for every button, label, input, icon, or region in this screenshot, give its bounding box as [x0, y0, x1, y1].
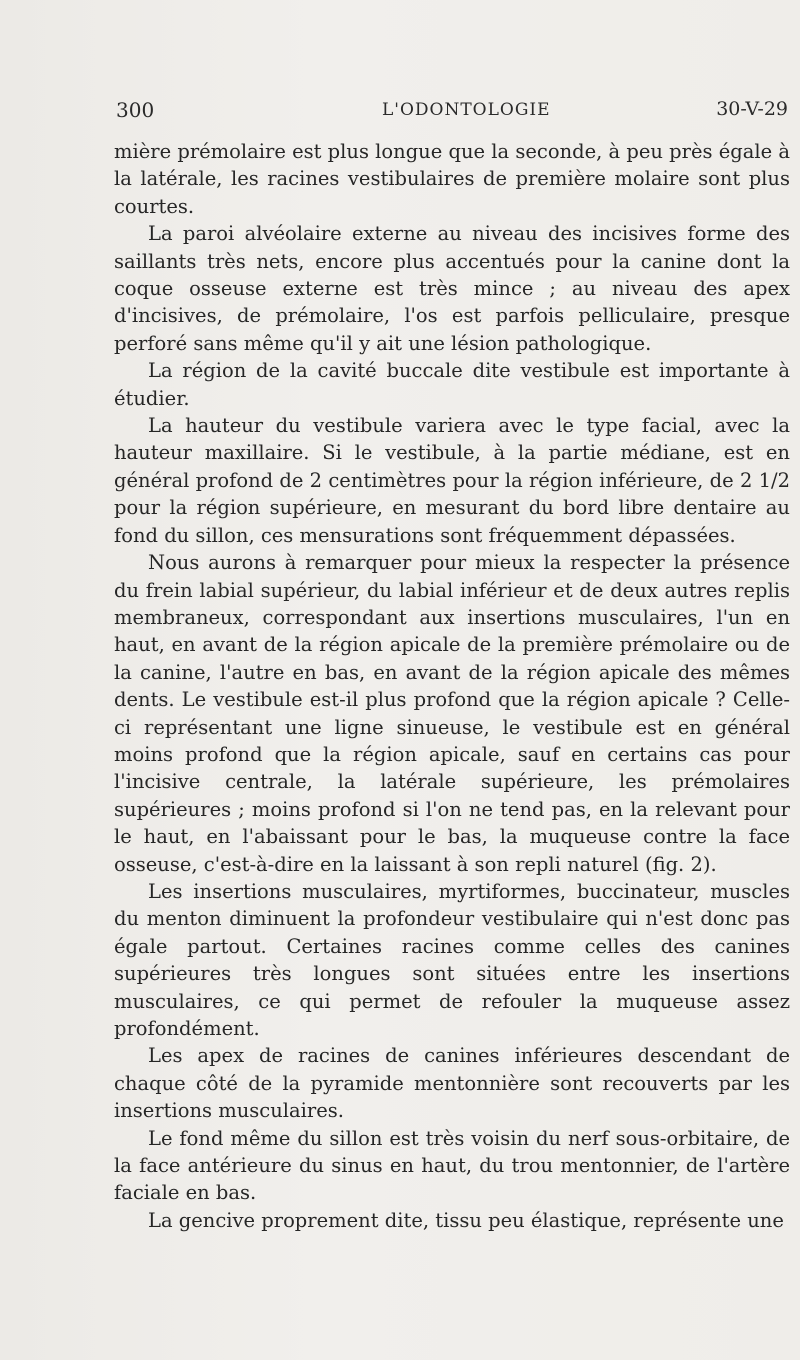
journal-title: L'ODONTOLOGIE [382, 100, 551, 120]
paragraph: Les apex de racines de canines inférieures descendant de chaque côté de la pyramide mentonnière sont recouverts par les insertions musculaires. [114, 1044, 790, 1123]
paragraph: La hauteur du vestibule variera avec le type facial, avec la hauteur maxillaire. Si le vestibule, à la partie médiane, est en général profond de 2 centimètres pour la région inférieure, de 2 1/2 pour la région supérieure, en mesurant du bord libre dentaire au fond du sillon, ces mensurations sont fréquemment dépassées. [114, 414, 790, 547]
paragraph: La région de la cavité buccale dite vestibule est importante à étudier. [114, 359, 790, 410]
page-number: 300 [116, 98, 155, 122]
issue-date: 30-V-29 [716, 98, 788, 120]
paragraph: La paroi alvéolaire externe au niveau des incisives forme des saillants très nets, encore plus accentués pour la canine dont la coque osseuse externe est très mince ; au niveau des apex d'incisives, de prémolaire, l'os est parfois pelliculaire, presque perforé sans même qu'il y ait une lésion pathologique. [114, 222, 790, 355]
paragraph: La gencive proprement dite, tissu peu élastique, représente une [148, 1208, 784, 1232]
paragraph: Nous aurons à remarquer pour mieux la respecter la présence du frein labial supérieur, du labial inférieur et de deux autres replis membraneux, correspondant aux insertions musculaires, l'un en haut, en avant de la région apicale de la première prémolaire ou de la canine, l'autre en bas, en avant de la région apicale des mêmes dents. Le vestibule est-il plus profond que la région apicale ? Celle-ci représentant une ligne sinueuse, le vestibule est en général moins profond que la région apicale, sauf en certains cas pour l'incisive centrale, la latérale supérieure, les prémolaires supérieures ; moins profond si l'on ne tend pas, en la relevant pour le haut, en l'abaissant pour le bas, la muqueuse contre la face osseuse, c'est-à-dire en la laissant à son repli naturel (fig. 2). [114, 551, 790, 876]
paragraph: Le fond même du sillon est très voisin du nerf sous-orbitaire, de la face antérieure du sinus en haut, du trou mentonnier, de l'artère faciale en bas. [114, 1126, 790, 1205]
article-body [114, 138, 790, 1234]
paragraph: mière prémolaire est plus longue que la seconde, à peu près égale à la latérale, les racines vestibulaires de première molaire sont plus courtes. [114, 140, 790, 218]
running-header [112, 98, 788, 128]
paragraph: Les insertions musculaires, myrtiformes, buccinateur, muscles du menton diminuent la profondeur vestibulaire qui n'est donc pas égale partout. Certaines racines comme celles des canines supérieures très longues sont situées entre les insertions musculaires, ce qui permet de refouler la muqueuse assez profondément. [114, 879, 790, 1040]
